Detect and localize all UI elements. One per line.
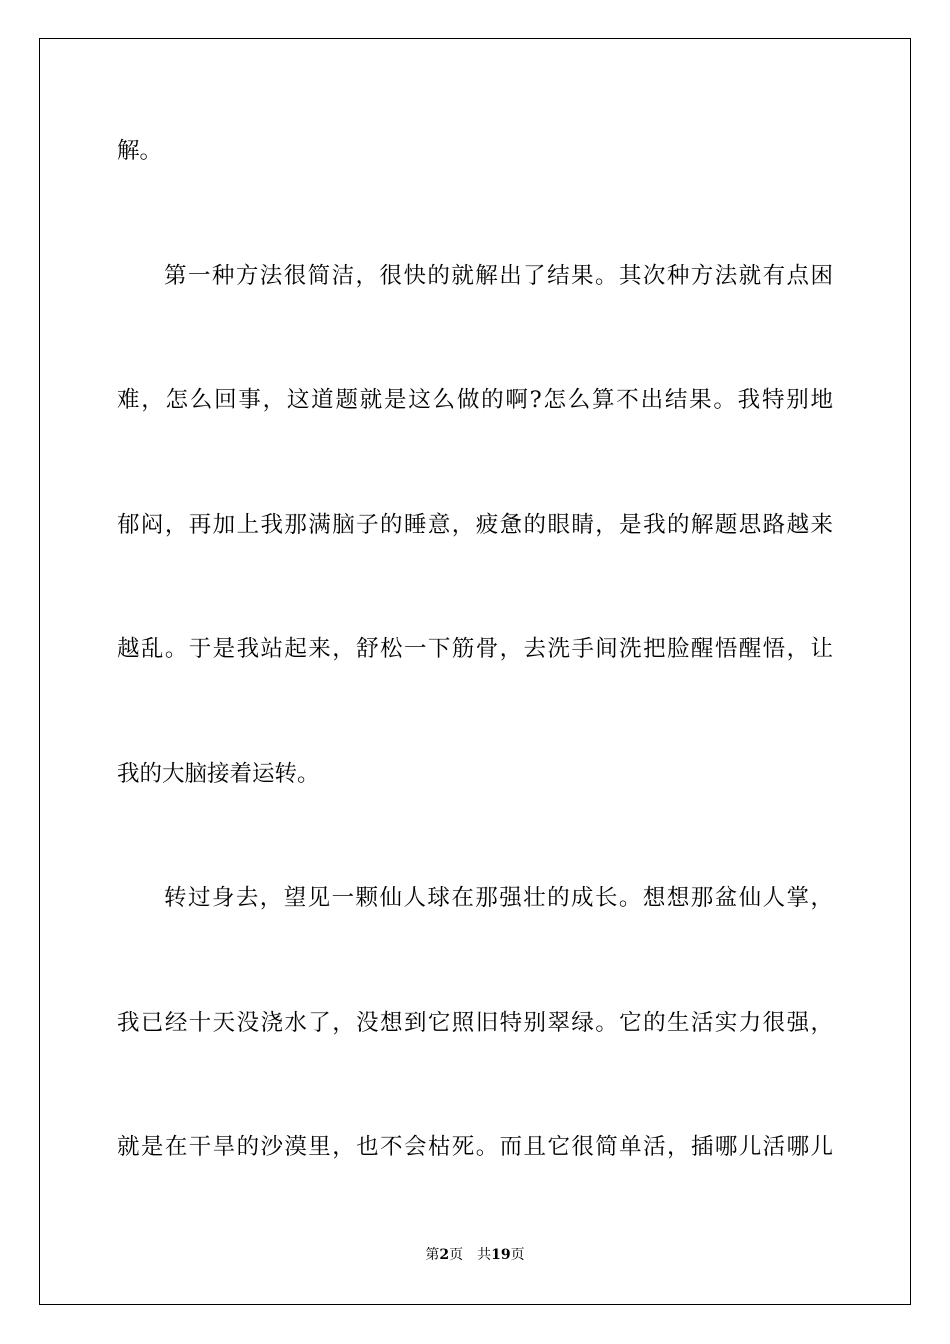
paragraph-line-2: 第一种方法很简洁，很快的就解出了结果。其次种方法就有点困 — [164, 263, 833, 289]
paragraph-line-5: 越乱。于是我站起来，舒松一下筋骨，去洗手间洗把脸醒悟醒悟，让 — [117, 636, 833, 662]
total-suffix: 页 — [510, 1247, 525, 1263]
total-pages: 19 — [491, 1247, 511, 1263]
page-border — [39, 38, 911, 1305]
paragraph-line-9: 就是在干旱的沙漠里，也不会枯死。而且它很简单活，插哪儿活哪儿 — [117, 1134, 833, 1160]
page-footer — [0, 1246, 950, 1264]
paragraph-line-7: 转过身去，望见一颗仙人球在那强壮的成长。想想那盆仙人掌， — [164, 885, 833, 911]
paragraph-line-6: 我的大脑接着运转。 — [117, 761, 320, 787]
page-number: 2 — [439, 1247, 450, 1263]
paragraph-line-1: 解。 — [117, 138, 163, 164]
total-prefix: 共 — [477, 1247, 492, 1263]
paragraph-line-8: 我已经十天没浇水了，没想到它照旧特别翠绿。它的生活实力很强， — [117, 1010, 833, 1036]
page-prefix: 第 — [425, 1247, 440, 1263]
paragraph-line-3: 难，怎么回事，这道题就是这么做的啊?怎么算不出结果。我特别地 — [117, 387, 833, 413]
page-suffix: 页 — [449, 1247, 464, 1263]
paragraph-line-4: 郁闷，再加上我那满脑子的睡意，疲惫的眼睛，是我的解题思路越来 — [117, 512, 833, 538]
